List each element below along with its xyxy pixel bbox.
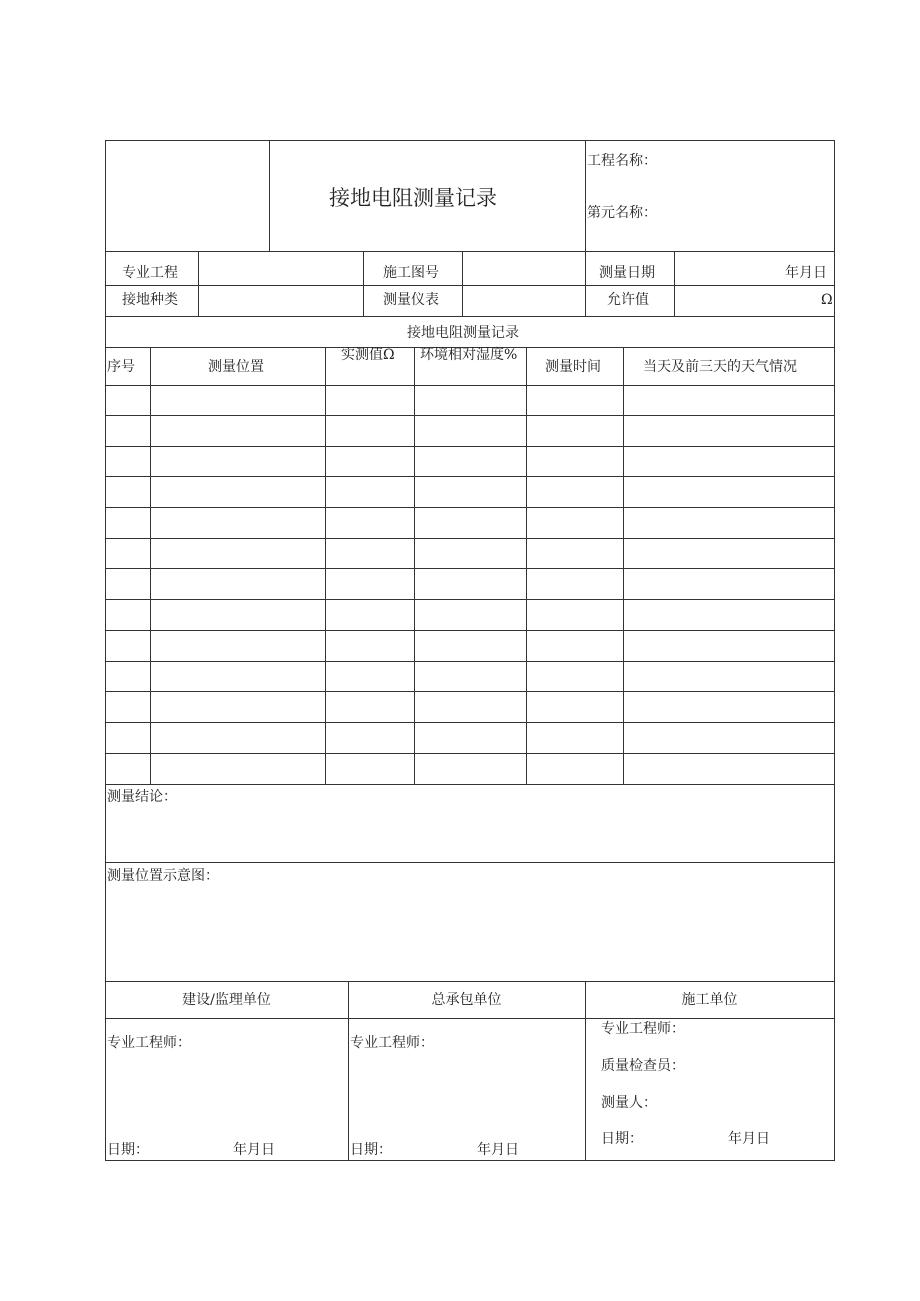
page-title: 接地电阻测量记录 xyxy=(329,186,497,210)
col-header-measured-value: 实测值Ω xyxy=(341,347,395,363)
table-row xyxy=(105,753,835,754)
specialty-label: 专业工程 xyxy=(122,265,178,281)
unit-name-label: 第元名称： xyxy=(587,205,657,221)
col-header-weather: 当天及前三天的天气情况 xyxy=(643,359,797,375)
col-divider-5 xyxy=(623,347,624,784)
table-header-bottom-line xyxy=(105,385,835,386)
col3-engineer-label: 专业工程师： xyxy=(601,1021,685,1037)
conclusion-label: 测量结论： xyxy=(107,789,177,805)
table-row xyxy=(105,568,835,569)
instrument-label: 测量仪表 xyxy=(383,292,439,308)
ground-type-label: 接地种类 xyxy=(122,292,178,308)
header-divider-2 xyxy=(585,140,586,251)
info-divider-5 xyxy=(674,251,675,316)
header-divider-1 xyxy=(269,140,270,251)
table-row xyxy=(105,661,835,662)
col-header-location: 测量位置 xyxy=(208,359,264,375)
specialty-field[interactable] xyxy=(199,252,363,285)
diagram-bottom-line xyxy=(105,981,835,982)
col-divider-3 xyxy=(414,347,415,784)
conclusion-bottom-line xyxy=(105,862,835,863)
diagram-area[interactable] xyxy=(106,888,834,981)
table-row xyxy=(105,599,835,600)
table-row xyxy=(105,415,835,416)
col-header-time: 测量时间 xyxy=(545,359,601,375)
table-row xyxy=(105,507,835,508)
diagram-label: 测量位置示意图： xyxy=(107,868,219,884)
measure-date-suffix[interactable]: 年月日 xyxy=(785,265,827,281)
table-row xyxy=(105,691,835,692)
instrument-field[interactable] xyxy=(463,286,585,316)
table-row xyxy=(105,446,835,447)
signature-col1-title: 建设/监理单位 xyxy=(182,992,271,1008)
info-divider-4 xyxy=(585,251,586,316)
conclusion-area[interactable] xyxy=(106,808,834,862)
table-row xyxy=(105,538,835,539)
col1-engineer-label: 专业工程师： xyxy=(107,1035,191,1051)
project-name-label: 工程名称： xyxy=(587,153,657,169)
drawing-no-field[interactable] xyxy=(463,252,585,285)
logo-cell xyxy=(106,141,269,251)
signature-col3-title: 施工单位 xyxy=(681,992,738,1008)
col3-inspector-label: 质量检查员： xyxy=(601,1058,685,1074)
measure-date-label: 测量日期 xyxy=(599,265,655,281)
table-row xyxy=(105,476,835,477)
col2-engineer-label: 专业工程师： xyxy=(350,1035,434,1051)
col3-date-label: 日期： xyxy=(601,1131,643,1147)
col3-date-suffix: 年月日 xyxy=(728,1131,770,1147)
table-bottom-line xyxy=(105,784,835,785)
form-border-bottom xyxy=(105,1160,835,1161)
col-header-index: 序号 xyxy=(107,359,135,375)
info-divider-2 xyxy=(363,251,364,316)
col1-date-suffix: 年月日 xyxy=(233,1142,275,1158)
info-bottom-line xyxy=(105,316,835,317)
col-divider-4 xyxy=(526,347,527,784)
signature-header-bottom-line xyxy=(105,1018,835,1019)
signature-col2-title: 总承包单位 xyxy=(431,992,502,1008)
drawing-no-label: 施工图号 xyxy=(383,265,439,281)
table-row xyxy=(105,630,835,631)
col2-date-suffix: 年月日 xyxy=(477,1142,519,1158)
col3-measurer-label: 测量人： xyxy=(601,1095,657,1111)
col-header-humidity: 环境相对湿度% xyxy=(420,347,518,363)
allowed-value-label: 允许值 xyxy=(607,292,649,308)
table-row xyxy=(105,722,835,723)
ohm-unit[interactable]: Ω xyxy=(821,292,833,308)
col-divider-2 xyxy=(325,347,326,784)
col1-date-label: 日期： xyxy=(107,1142,149,1158)
form-border-right xyxy=(834,140,835,1161)
ground-type-field[interactable] xyxy=(199,286,363,316)
col2-date-label: 日期： xyxy=(350,1142,392,1158)
table-section-title: 接地电阻测量记录 xyxy=(407,325,519,341)
col-divider-1 xyxy=(150,347,151,784)
